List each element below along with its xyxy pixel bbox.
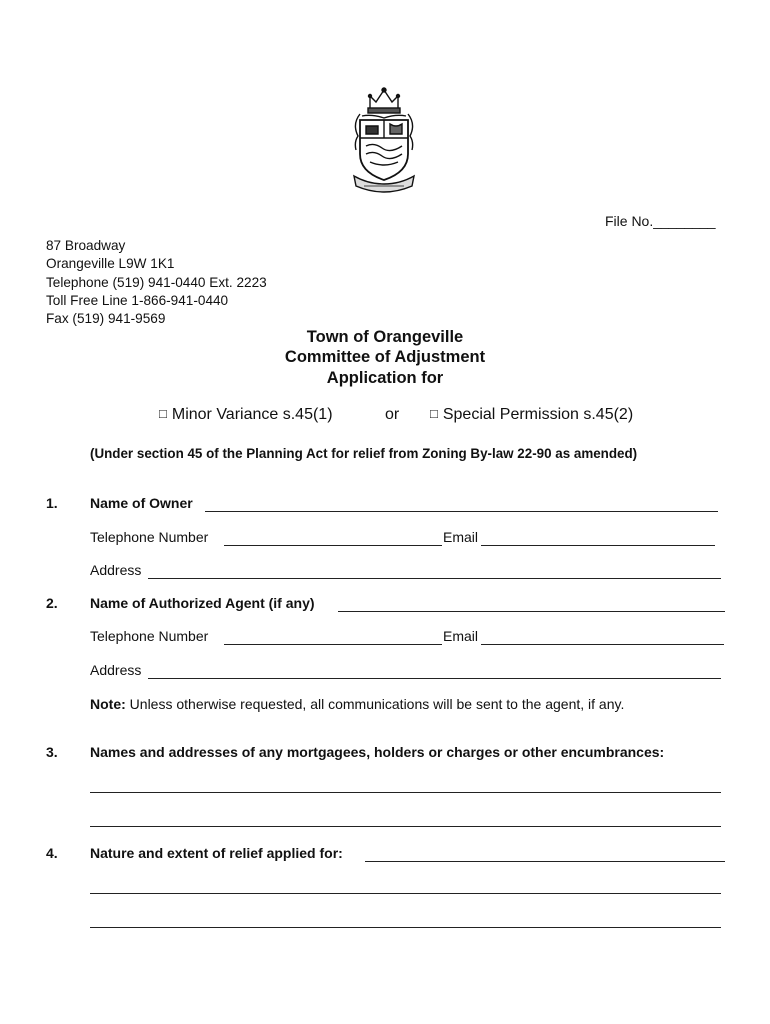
section-45-subtitle: (Under section 45 of the Planning Act for relief from Zoning By-law 22-90 as amended) [90,446,638,461]
options-or: or [385,406,400,423]
owner-email-input[interactable] [481,545,715,546]
note-text: Unless otherwise requested, all communications will be sent to the agent, if any. [129,696,625,712]
file-number-field[interactable]: File No.________ [605,213,716,229]
relief-input-line-1[interactable] [365,861,725,862]
owner-name-input[interactable] [205,511,718,512]
agent-telephone-label: Telephone Number [90,628,209,644]
agent-address-label: Address [90,662,142,678]
address-city: Orangeville L9W 1K1 [46,256,175,272]
agent-address-input[interactable] [148,678,721,679]
address-telephone: Telephone (519) 941-0440 Ext. 2223 [46,274,267,290]
minor-variance-checkbox[interactable]: □ [159,406,167,421]
owner-telephone-input[interactable] [224,545,442,546]
section-2-number: 2. [46,595,58,611]
title-application: Application for [326,369,444,387]
address-street: 87 Broadway [46,238,126,253]
town-crest-logo [348,84,420,196]
agent-name-input[interactable] [338,611,725,612]
section-4-number: 4. [46,845,58,861]
relief-label: Nature and extent of relief applied for: [90,845,343,861]
special-permission-option[interactable] [430,406,633,424]
minor-variance-option[interactable] [159,406,333,424]
note-label: Note: [90,696,126,712]
relief-input-line-3[interactable] [90,927,721,928]
owner-name-label: Name of Owner [90,495,193,511]
address-toll-free: Toll Free Line 1-866-941-0440 [46,292,229,308]
owner-address-input[interactable] [148,578,721,579]
agent-email-label: Email [443,628,479,644]
agent-note [90,696,624,712]
special-permission-label: Special Permission s.45(2) [442,406,634,423]
owner-email-label: Email [443,529,479,545]
office-address-block [46,237,267,328]
minor-variance-label: Minor Variance s.45(1) [171,406,333,423]
section-1-number: 1. [46,495,58,511]
agent-telephone-input[interactable] [224,644,442,645]
encumbrances-input-line-2[interactable] [90,826,721,827]
title-town: Town of Orangeville [306,328,464,346]
owner-address-label: Address [90,562,142,578]
owner-telephone-label: Telephone Number [90,529,209,545]
encumbrances-input-line-1[interactable] [90,792,721,793]
agent-name-label: Name of Authorized Agent (if any) [90,595,315,611]
address-fax: Fax (519) 941-9569 [46,311,166,327]
title-committee: Committee of Adjustment [284,348,486,366]
relief-input-line-2[interactable] [90,893,721,894]
section-3-number: 3. [46,744,58,760]
agent-email-input[interactable] [481,644,724,645]
encumbrances-label: Names and addresses of any mortgagees, holders or charges or other encumbrances: [90,744,665,760]
special-permission-checkbox[interactable]: □ [430,406,438,421]
